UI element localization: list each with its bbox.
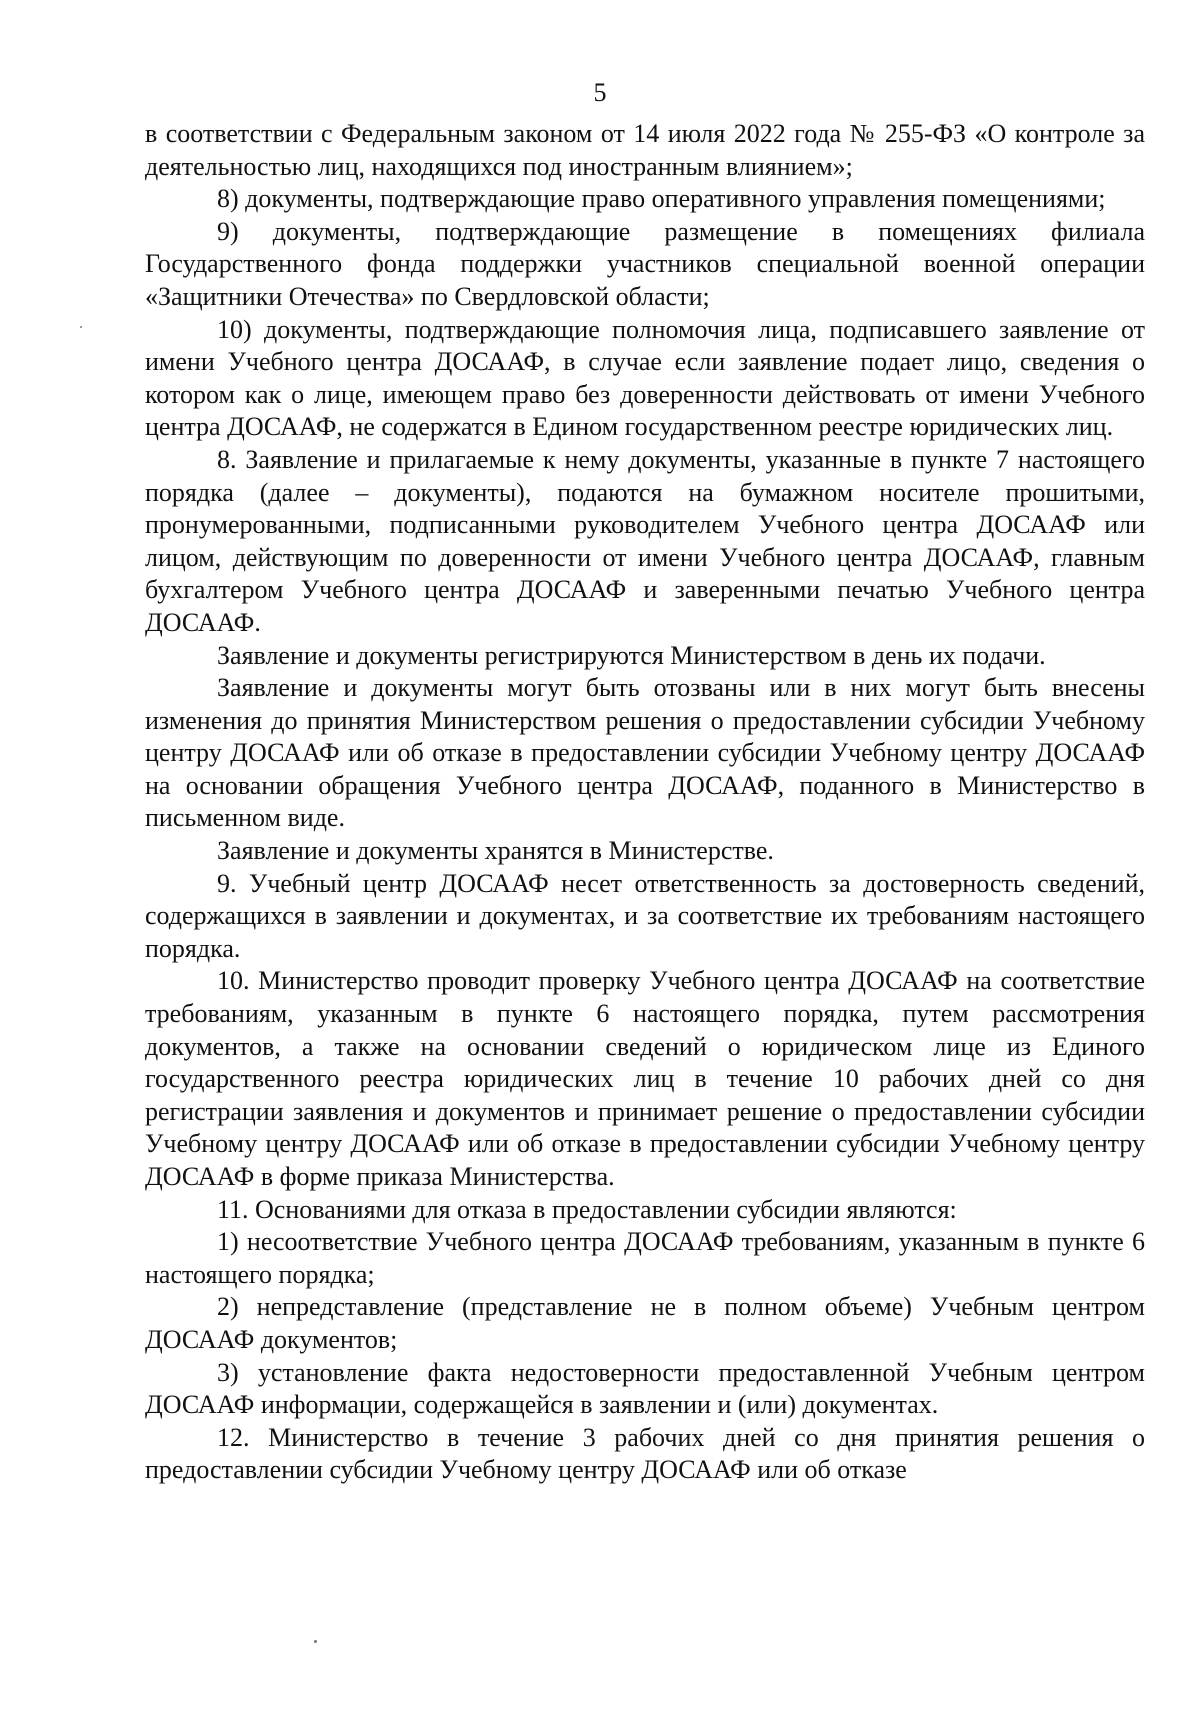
- paragraph-continuation: в соответствии с Федеральным законом от 14 июля 2022 года № 255-ФЗ «О контроле за деятельностью лиц, находящихся под иностранным влиянием»;: [145, 119, 1145, 181]
- paragraph-item-9: 9) документы, подтверждающие размещение в помещениях филиала Государственного фонда поддержки участников специальной военной операции «Защитники Отечества» по Свердловской области;: [145, 216, 1145, 311]
- page-number: 5: [593, 78, 607, 107]
- paragraph-clause-10: 10. Министерство проводит проверку Учебного центра ДОСААФ на соответствие требованиям, указанным в пункте 6 настоящего порядка, путем рассмотрения документов, а также на основании сведений о юридическом лице из Единого государственного реестра юридических лиц в течение 10 рабочих дней со дня регистрации заявления и документов и принимает решение о предоставлении субсидии Учебному центру ДОСААФ или об отказе в предоставлении субсидии Учебному центру ДОСААФ в форме приказа Министерства.: [145, 966, 1145, 1191]
- paragraph-registration: Заявление и документы регистрируются Министерством в день их подачи.: [217, 640, 1046, 670]
- paragraph-item-8: 8) документы, подтверждающие право оперативного управления помещениями;: [217, 184, 1106, 214]
- scan-speck: [80, 326, 82, 328]
- paragraph-clause-8: 8. Заявление и прилагаемые к нему документы, указанные в пункте 7 настоящего порядка (далее – документы), подаются на бумажном носителе прошитыми, пронумерованными, подписанными руководителем Учебного центра ДОСААФ или лицом, действующим по доверенности от имени Учебного центра ДОСААФ, главным бухгалтером Учебного центра ДОСААФ и заверенными печатью Учебного центра ДОСААФ.: [145, 444, 1145, 637]
- document-body: [145, 118, 1145, 1487]
- scan-speck: [314, 1640, 317, 1643]
- paragraph-storage: Заявление и документы хранятся в Министерстве.: [217, 836, 774, 866]
- paragraph-ground-2: 2) непредставление (представление не в полном объеме) Учебным центром ДОСААФ документов;: [145, 1292, 1145, 1354]
- paragraph-clause-12: 12. Министерство в течение 3 рабочих дней со дня принятия решения о предоставлении субсидии Учебному центру ДОСААФ или об отказе: [145, 1422, 1145, 1485]
- paragraph-ground-1: 1) несоответствие Учебного центра ДОСААФ требованиям, указанным в пункте 6 настоящего порядка;: [145, 1227, 1145, 1289]
- paragraph-withdrawal: Заявление и документы могут быть отозваны или в них могут быть внесены изменения до принятия Министерством решения о предоставлении субсидии Учебному центру ДОСААФ или об отказе в предоставлении субсидии Учебному центру ДОСААФ на основании обращения Учебного центра ДОСААФ, поданного в Министерство в письменном виде.: [145, 673, 1145, 833]
- paragraph-item-10: 10) документы, подтверждающие полномочия лица, подписавшего заявление от имени Учебного центра ДОСААФ, в случае если заявление подает лицо, сведения о котором как о лице, имеющем право без доверенности действовать от имени Учебного центра ДОСААФ, не содержатся в Едином государственном реестре юридических лиц.: [145, 314, 1145, 442]
- paragraph-clause-9: 9. Учебный центр ДОСААФ несет ответственность за достоверность сведений, содержащихся в заявлении и документах, и за соответствие их требованиям настоящего порядка.: [145, 868, 1145, 963]
- paragraph-ground-3: 3) установление факта недостоверности предоставленной Учебным центром ДОСААФ информации, содержащейся в заявлении и (или) документах.: [145, 1357, 1145, 1420]
- paragraph-clause-11: 11. Основаниями для отказа в предоставлении субсидии являются:: [217, 1194, 957, 1224]
